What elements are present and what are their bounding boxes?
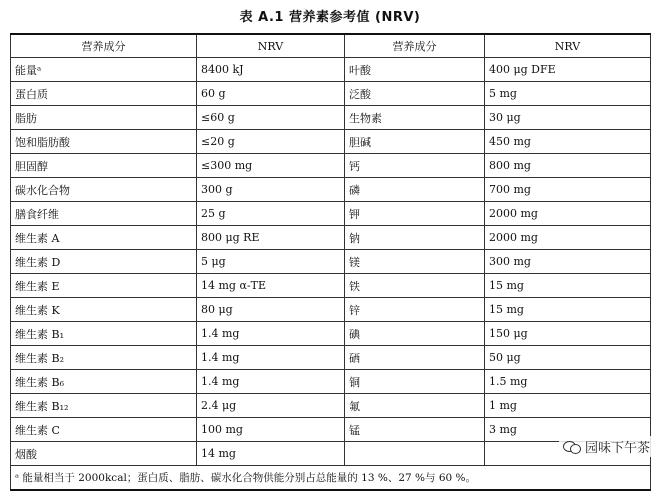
- table-row: [11, 370, 651, 394]
- header-nrv: NRV: [197, 34, 345, 58]
- nrv-cell: 2000 mg: [485, 226, 651, 250]
- nrv-cell: 1.4 mg: [197, 322, 345, 346]
- nrv-cell: 700 mg: [485, 178, 651, 202]
- nutrient-cell: 钠: [345, 226, 485, 250]
- nrv-cell: 8400 kJ: [197, 58, 345, 82]
- nutrient-cell: 能量ᵃ: [11, 58, 197, 82]
- table-row: [11, 346, 651, 370]
- table-row: [11, 130, 651, 154]
- footnote-row: [11, 466, 651, 491]
- nrv-cell: 2.4 μg: [197, 394, 345, 418]
- nrv-cell: 450 mg: [485, 130, 651, 154]
- nrv-cell: 300 g: [197, 178, 345, 202]
- table-row: [11, 298, 651, 322]
- nrv-cell: ≤20 g: [197, 130, 345, 154]
- nutrient-cell: 锰: [345, 418, 485, 442]
- nutrient-cell: 硒: [345, 346, 485, 370]
- nrv-cell: 3 mg: [485, 418, 651, 442]
- nutrient-cell: 脂肪: [11, 106, 197, 130]
- nutrient-cell: 维生素 B₁₂: [11, 394, 197, 418]
- nutrient-cell: 维生素 A: [11, 226, 197, 250]
- nutrient-cell: 胆固醇: [11, 154, 197, 178]
- table-row: [11, 202, 651, 226]
- table-row: [11, 274, 651, 298]
- nutrient-cell: 氟: [345, 394, 485, 418]
- table-row: [11, 322, 651, 346]
- nutrient-cell: 维生素 B₁: [11, 322, 197, 346]
- table-row: [11, 58, 651, 82]
- nutrient-cell: 碘: [345, 322, 485, 346]
- nutrient-cell: 碳水化合物: [11, 178, 197, 202]
- nutrient-cell: 钙: [345, 154, 485, 178]
- nrv-cell: 2000 mg: [485, 202, 651, 226]
- nutrient-cell: 镁: [345, 250, 485, 274]
- table-row: [11, 178, 651, 202]
- nutrient-cell: 维生素 D: [11, 250, 197, 274]
- nrv-cell: 1.5 mg: [485, 370, 651, 394]
- nrv-cell: 100 mg: [197, 418, 345, 442]
- nutrient-cell: 锌: [345, 298, 485, 322]
- watermark-text: 园味下午茶: [584, 441, 650, 456]
- nutrient-cell: 胆碱: [345, 130, 485, 154]
- header-nutrient: 营养成分: [11, 34, 197, 58]
- table-row: [11, 394, 651, 418]
- table-row: [11, 106, 651, 130]
- nrv-cell: 1.4 mg: [197, 370, 345, 394]
- nrv-cell: 5 mg: [485, 82, 651, 106]
- nutrient-cell: 铜: [345, 370, 485, 394]
- nrv-cell: ≤60 g: [197, 106, 345, 130]
- nutrient-cell: 泛酸: [345, 82, 485, 106]
- table-row: [11, 250, 651, 274]
- header-nrv: NRV: [485, 34, 651, 58]
- nrv-cell: 300 mg: [485, 250, 651, 274]
- nutrient-cell: 维生素 K: [11, 298, 197, 322]
- nutrient-cell: 饱和脂肪酸: [11, 130, 197, 154]
- watermark: [559, 436, 654, 457]
- header-nutrient: 营养成分: [345, 34, 485, 58]
- nrv-cell: 25 g: [197, 202, 345, 226]
- table-header-row: [11, 34, 651, 58]
- nrv-cell: 15 mg: [485, 274, 651, 298]
- table-footnote: ᵃ 能量相当于 2000kcal；蛋白质、脂肪、碳水化合物供能分别占总能量的 13 %、27 %与 60 %。: [11, 466, 651, 491]
- nutrient-cell: 蛋白质: [11, 82, 197, 106]
- table-row: [11, 418, 651, 442]
- table-row: [11, 154, 651, 178]
- nutrient-cell: 膳食纤维: [11, 202, 197, 226]
- nutrient-cell: 叶酸: [345, 58, 485, 82]
- nutrient-cell: 烟酸: [11, 442, 197, 466]
- nrv-cell: 800 μg RE: [197, 226, 345, 250]
- nutrient-cell: 维生素 E: [11, 274, 197, 298]
- nrv-cell: 15 mg: [485, 298, 651, 322]
- table-row: [11, 82, 651, 106]
- nrv-cell: 60 g: [197, 82, 345, 106]
- nutrient-cell: 磷: [345, 178, 485, 202]
- nrv-cell: 1.4 mg: [197, 346, 345, 370]
- nrv-cell: 14 mg: [197, 442, 345, 466]
- nutrient-cell: 维生素 B₆: [11, 370, 197, 394]
- empty-cell: [345, 442, 485, 466]
- nrv-cell: ≤300 mg: [197, 154, 345, 178]
- nutrient-cell: 维生素 C: [11, 418, 197, 442]
- table-title: 表 A.1 营养素参考值 (NRV): [239, 10, 421, 25]
- nrv-cell: 400 μg DFE: [485, 58, 651, 82]
- nutrient-cell: 铁: [345, 274, 485, 298]
- wechat-icon: [563, 440, 581, 454]
- nrv-cell: 50 μg: [485, 346, 651, 370]
- nrv-cell: 30 μg: [485, 106, 651, 130]
- table-row: [11, 226, 651, 250]
- nrv-cell: 14 mg α-TE: [197, 274, 345, 298]
- nrv-cell: 150 μg: [485, 322, 651, 346]
- nutrient-cell: 生物素: [345, 106, 485, 130]
- nrv-cell: 800 mg: [485, 154, 651, 178]
- nutrient-cell: 钾: [345, 202, 485, 226]
- nrv-cell: 1 mg: [485, 394, 651, 418]
- nutrient-cell: 维生素 B₂: [11, 346, 197, 370]
- table-row: [11, 442, 651, 466]
- nrv-cell: 5 μg: [197, 250, 345, 274]
- nrv-table: [10, 33, 651, 491]
- nrv-cell: 80 μg: [197, 298, 345, 322]
